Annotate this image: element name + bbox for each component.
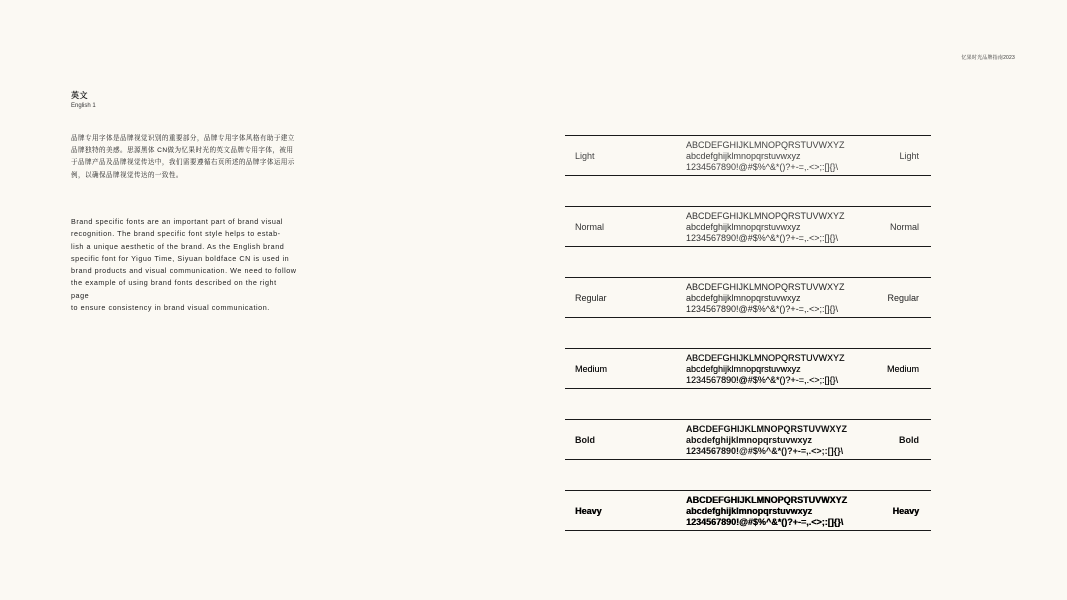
description-zh-line: 品牌独特的美感。思源黑体 CN做为忆果时光的英文品牌专用字体，被用 (71, 147, 294, 155)
section-title-zh: 英文 (71, 91, 88, 100)
weight-name-left: Heavy (575, 505, 602, 516)
sample-lowercase: abcdefghijklmnopqrstuvwxyz (686, 222, 801, 232)
weight-row-regular (565, 277, 931, 318)
sample-lowercase: abcdefghijklmnopqrstuvwxyz (686, 364, 801, 374)
sample-uppercase: ABCDEFGHIJKLMNOPQRSTUVWXYZ (686, 140, 845, 150)
weight-samples (686, 140, 845, 173)
sample-uppercase: ABCDEFGHIJKLMNOPQRSTUVWXYZ (686, 211, 845, 221)
weight-samples (686, 495, 847, 528)
weight-samples (686, 353, 845, 386)
sample-uppercase: ABCDEFGHIJKLMNOPQRSTUVWXYZ (686, 282, 845, 292)
weight-name-right: Heavy (892, 505, 919, 516)
description-zh-line: 品牌专用字体是品牌视觉识别的重要部分，品牌专用字体风格有助于建立 (71, 135, 295, 142)
weight-name-left: Medium (575, 363, 608, 374)
weight-name-right: Medium (886, 363, 919, 374)
weight-row-light (565, 135, 931, 176)
sample-lowercase: abcdefghijklmnopqrstuvwxyz (686, 506, 813, 516)
weight-name-right: Regular (887, 292, 919, 303)
weight-name-right: Light (899, 150, 919, 161)
sample-digits: 1234567890!@#$%^&*()?+-=,.<>;:[]{}\ (686, 304, 838, 314)
sample-digits: 1234567890!@#$%^&*()?+-=,.<>;:[]{}\ (686, 233, 838, 243)
sample-uppercase: ABCDEFGHIJKLMNOPQRSTUVWXYZ (686, 424, 848, 434)
weight-samples (686, 211, 845, 244)
sample-uppercase: ABCDEFGHIJKLMNOPQRSTUVWXYZ (686, 353, 845, 363)
weight-samples (686, 424, 847, 457)
description-zh-line: 例，以确保品牌视觉传达的一致性。 (71, 171, 183, 179)
sample-digits: 1234567890!@#$%^&*()?+-=,.<>;:[]{}\ (686, 517, 844, 527)
sample-digits: 1234567890!@#$%^&*()?+-=,.<>;:[]{}\ (686, 375, 838, 385)
weight-name-right: Bold (899, 434, 919, 445)
description-zh (71, 133, 295, 182)
sample-uppercase: ABCDEFGHIJKLMNOPQRSTUVWXYZ (686, 495, 848, 505)
sample-lowercase: abcdefghijklmnopqrstuvwxyz (686, 435, 813, 445)
font-weight-specimens (565, 135, 931, 531)
weight-name-right: Normal (889, 221, 919, 232)
weight-row-heavy (565, 490, 931, 531)
description-zh-line: 于品牌产品及品牌视觉传达中，我们需要遵循右页所述的品牌字体运用示 (71, 159, 295, 167)
weight-name-left: Normal (575, 221, 605, 232)
section-title (71, 90, 96, 109)
sample-lowercase: abcdefghijklmnopqrstuvwxyz (686, 151, 801, 161)
description-en-line: recognition. The brand specific font style helps to estab- (71, 229, 281, 239)
weight-row-medium (565, 348, 931, 389)
description-en-line: specific font for Yiguo Time, Siyuan boldface CN is used in (71, 253, 290, 263)
description-en-line: to ensure consistency in brand visual communication. (71, 303, 270, 313)
description-en-line: lish a unique aesthetic of the brand. As the English brand (71, 241, 285, 251)
description-en-line: Brand specific fonts are an important part of brand visual (71, 217, 284, 226)
weight-name-left: Bold (575, 434, 595, 445)
weight-name-left: Light (575, 150, 595, 161)
weight-row-normal (565, 206, 931, 247)
weight-samples (686, 282, 845, 315)
description-en (71, 216, 297, 314)
weight-name-left: Regular (575, 292, 607, 303)
sample-digits: 1234567890!@#$%^&*()?+-=,.<>;:[]{}\ (686, 446, 844, 456)
sample-lowercase: abcdefghijklmnopqrstuvwxyz (686, 293, 801, 303)
sample-digits: 1234567890!@#$%^&*()?+-=,.<>;:[]{}\ (686, 162, 838, 172)
description-en-line: the example of using brand fonts described on the right page (71, 278, 277, 300)
page-header-brand: 忆果时光品牌指南2023 (961, 55, 1015, 61)
description-en-line: brand products and visual communication. We need to follow (71, 266, 297, 276)
section-title-en: English 1 (71, 103, 96, 109)
weight-row-bold (565, 419, 931, 460)
